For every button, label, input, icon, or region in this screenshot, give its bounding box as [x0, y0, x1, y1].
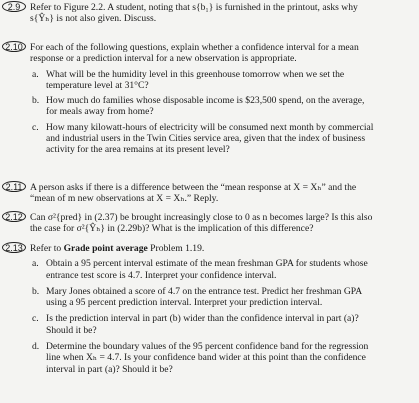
exercise-2-11	[0, 182, 419, 205]
text-line: Determine the boundary values of the 95 percent confidence band for the regression	[46, 341, 369, 353]
text-line: For each of the following questions, explain whether a confidence interval for a mean	[30, 42, 359, 53]
text-line: interval in part (a)? Should it be?	[46, 363, 173, 375]
text-line: Refer to Figure 2.2. A student, noting that s{b₁} is furnished in the printout, asks why	[30, 2, 358, 13]
text-line: Should it be?	[46, 324, 97, 336]
part-label: a.	[32, 68, 39, 80]
exercise-number: 2.12	[2, 211, 26, 222]
exercise-parts	[32, 68, 411, 156]
part-a	[32, 258, 411, 281]
lead-text: Refer to	[30, 243, 64, 254]
exercise-2-12	[0, 212, 419, 235]
exercise-number: 2.11	[2, 181, 26, 192]
text-line: Can σ²{pred} in (2.37) be brought increasingly close to 0 as n becomes large? Is this also	[30, 212, 373, 223]
exercise-2-9	[0, 2, 419, 25]
text-line: s{Ŷₕ} is not also given. Discuss.	[30, 13, 157, 25]
part-label: c.	[32, 121, 39, 133]
text-line: response or a prediction interval for a new observation is appropriate.	[30, 53, 297, 65]
exercise-text	[30, 212, 411, 235]
dataset-name: Grade point average	[63, 243, 148, 254]
exercise-2-10	[0, 42, 419, 158]
exercise-number: 2.10	[2, 41, 26, 52]
part-label: b.	[32, 95, 40, 107]
part-a	[32, 68, 411, 92]
text-line: line when Xₕ = 4.7. Is your confidence band wider at this point than the confidence	[46, 352, 366, 364]
lead-text: Problem 1.19.	[147, 243, 205, 254]
text-line: How much do families whose disposable income is $23,500 spend, on the average,	[46, 95, 365, 107]
text-line: What will be the humidity level in this greenhouse tomorrow when we set the	[46, 68, 345, 80]
text-line: Mary Jones obtained a score of 4.7 on the entrance test. Predict her freshman GPA	[46, 285, 363, 297]
text-line: temperature level at 31°C?	[46, 79, 149, 91]
part-c	[32, 313, 411, 336]
exercise-number: 2.13	[2, 242, 26, 253]
part-label: d.	[32, 341, 40, 353]
text-line: Is the prediction interval in part (b) wider than the confidence interval in part (a)?	[46, 313, 359, 325]
exercise-text	[30, 243, 411, 254]
text-line: the case for σ²{Ŷₕ} in (2.29b)? What is the implication of this difference?	[30, 223, 314, 235]
text-line: “mean of m new observations at X = Xₕ.” Reply.	[30, 193, 219, 205]
part-label: c.	[32, 313, 39, 325]
lead-line	[30, 243, 411, 254]
text-line: entrance test score is 4.7. Interpret your confidence interval.	[46, 269, 277, 281]
part-b	[32, 95, 411, 118]
exercise-parts	[32, 258, 411, 375]
part-label: a.	[32, 258, 39, 270]
exercise-text	[30, 182, 411, 205]
exercise-text	[30, 42, 411, 65]
part-c	[32, 121, 411, 156]
part-d	[32, 341, 411, 375]
text-line: activity for the area remains at its present level?	[46, 144, 230, 156]
part-label: b.	[32, 285, 40, 297]
text-line: How many kilowatt-hours of electricity will be consumed next month by commercial	[46, 121, 374, 133]
exercise-2-13	[0, 243, 419, 377]
text-line: using a 95 percent prediction interval. Interpret your prediction interval.	[46, 297, 323, 309]
text-line: A person asks if there is a difference between the “mean response at X = Xₕ” and the	[30, 182, 357, 193]
text-line: and industrial users in the Twin Cities service area, given that the index of business	[46, 133, 366, 145]
exercise-number: 2.9	[2, 1, 26, 12]
text-line: Obtain a 95 percent interval estimate of the mean freshman GPA for students whose	[46, 258, 368, 270]
text-line: for meals away from home?	[46, 106, 154, 118]
part-b	[32, 285, 411, 309]
exercise-text	[30, 2, 411, 25]
